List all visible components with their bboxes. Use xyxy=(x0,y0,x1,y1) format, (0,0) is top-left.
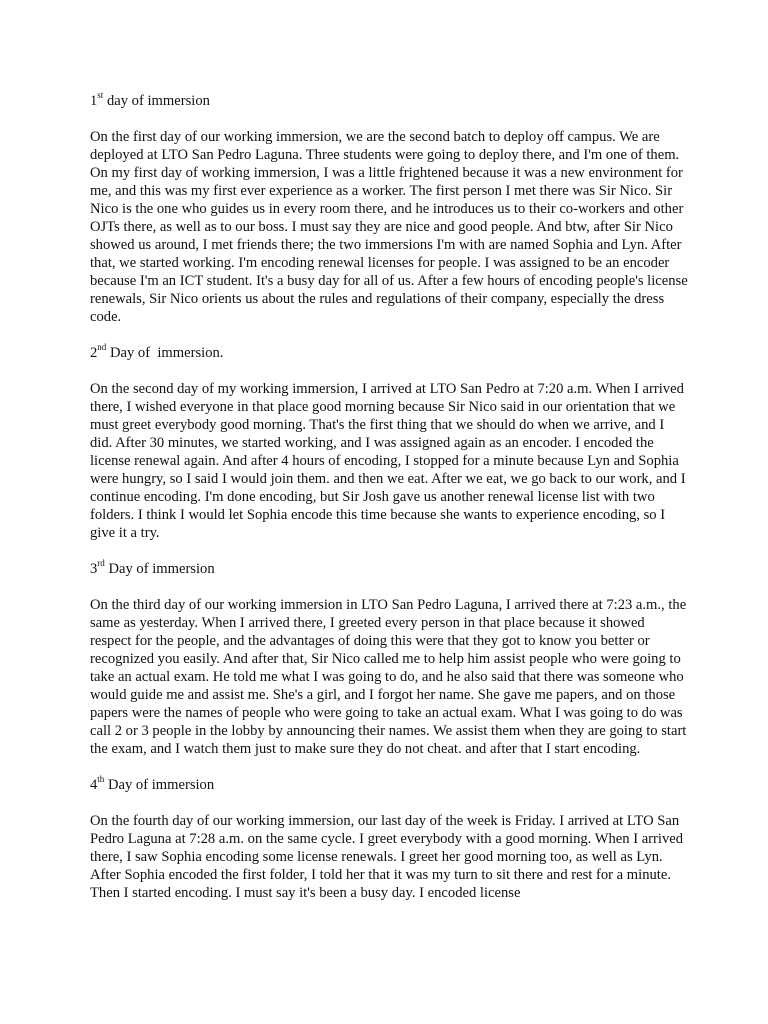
day-2-heading xyxy=(90,344,688,362)
day-3-heading xyxy=(90,560,688,578)
day-2-heading-ordinal: nd xyxy=(97,342,107,353)
document-body xyxy=(90,92,688,920)
day-4-heading-text: Day of immersion xyxy=(104,777,215,793)
day-2-heading-text: Day of immersion. xyxy=(106,345,224,361)
day-2-paragraph: On the second day of my working immersion, I arrived at LTO San Pedro at 7:20 a.m. When I arrived there, I wished everyone in that place good morning because Sir Nico said in our orientation that we must greet everybody good morning. That's the first thing that we should do when we arrive, and I did. After 30 minutes, we started working, and I was assigned again as an encoder. I encoded the license renewal again. And after 4 hours of encoding, I stopped for a minute because Lyn and Sophia were hungry, so I said I would join them. and then we eat. After we eat, we go back to our work, and I continue encoding. I'm done encoding, but Sir Josh gave us another renewal license list with two folders. I think I would let Sophia encode this time because she wants to experience encoding, so I give it a try. xyxy=(90,381,686,541)
day-3-paragraph: On the third day of our working immersion in LTO San Pedro Laguna, I arrived there at 7:23 a.m., the same as yesterday. When I arrived there, I greeted every person in that place because it showed respect for the people, and the advantages of doing this were that they got to know you better or recognized you easily. And after that, Sir Nico called me to help him assist people who were going to take an actual exam. He told me what I was going to do, and he also said that there was someone who would guide me and assist me. She's a girl, and I forgot her name. She gave me papers, and on those papers were the names of people who were going to take an actual exam. What I was going to do was call 2 or 3 people in the lobby by announcing their names. We assist them when they are going to start the exam, and I watch them just to make sure they do not cheat. and after that I start encoding. xyxy=(90,597,687,757)
day-1-heading-number: 1 xyxy=(90,93,98,109)
day-1-heading xyxy=(90,92,688,110)
day-1-heading-ordinal: st xyxy=(97,90,104,101)
day-4-heading-number: 4 xyxy=(90,777,98,793)
day-1-heading-text: day of immersion xyxy=(103,93,210,109)
day-3-heading-text: Day of immersion xyxy=(104,561,215,577)
day-3-heading-ordinal: rd xyxy=(97,558,105,569)
day-3-heading-number: 3 xyxy=(90,561,98,577)
day-2-heading-number: 2 xyxy=(90,345,98,361)
day-1-paragraph: On the first day of our working immersion, we are the second batch to deploy off campus. We are deployed at LTO San Pedro Laguna. Three students were going to deploy there, and I'm one of them. On my first day of working immersion, I was a little frightened because it was a new environment for me, and this was my first ever experience as a worker. The first person I met there was Sir Nico. Sir Nico is the one who guides us in every room there, and he introduces us to their co-workers and other OJTs there, as well as to our boss. I must say they are nice and good people. And btw, after Sir Nico showed us around, I met friends there; the two immersions I'm with are named Sophia and Lyn. After that, we started working. I'm encoding renewal licenses for people. I was assigned to be an encoder because I'm an ICT student. It's a busy day for all of us. After a few hours of encoding people's license renewals, Sir Nico orients us about the rules and regulations of their company, especially the dress code. xyxy=(90,129,688,325)
day-4-heading-ordinal: th xyxy=(97,774,105,785)
day-4-heading xyxy=(90,776,688,794)
day-4-paragraph: On the fourth day of our working immersion, our last day of the week is Friday. I arrived at LTO San Pedro Laguna at 7:28 a.m. on the same cycle. I greet everybody with a good morning. When I arrived there, I saw Sophia encoding some license renewals. I greet her good morning too, as well as Lyn. After Sophia encoded the first folder, I told her that it was my turn to sit there and rest for a minute. Then I started encoding. I must say it's been a busy day. I encoded license xyxy=(90,813,684,901)
